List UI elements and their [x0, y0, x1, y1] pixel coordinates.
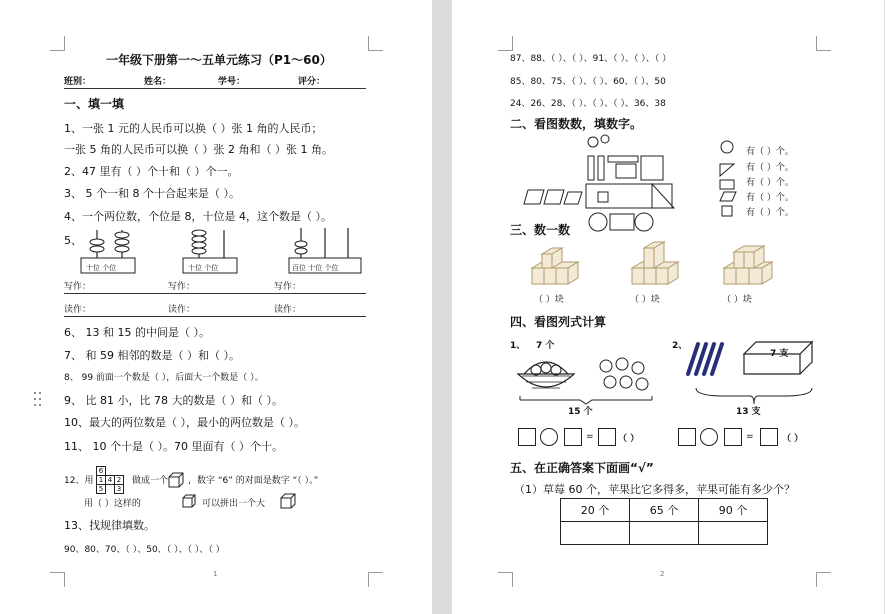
block-stack-2-image	[628, 240, 688, 288]
block-stack-1-image	[528, 244, 588, 288]
question-2: 2、47 里有（ ）个十和（ ）个一。	[64, 165, 239, 178]
basket-and-peaches-image	[516, 352, 656, 404]
crop-mark	[816, 572, 831, 587]
equation-1-box[interactable]	[564, 428, 582, 446]
equation-1-operator[interactable]	[540, 428, 558, 446]
crop-mark	[50, 36, 65, 51]
question-1b: 一张 5 角的人民币可以换（ ）张 2 角和（ ）张 1 角。	[64, 143, 333, 156]
picture-1-total: 15 个	[568, 407, 593, 417]
shape-train-image	[526, 134, 686, 234]
question-3: 3、 5 个一和 8 个十合起来是（ ）。	[64, 187, 240, 200]
question-12-mid: 做成一个	[132, 476, 169, 486]
write-label-2: 写作：	[168, 282, 196, 292]
shape-legend-image	[716, 140, 740, 218]
page-1	[0, 0, 432, 614]
brace-2	[694, 386, 814, 406]
question-4: 4、一个两位数，个位是 8，十位是 4，这个数是（ ）。	[64, 210, 332, 223]
section5-title: 五、在正确答案下面画“√”	[510, 461, 654, 475]
picture-1-label: 1、	[510, 341, 526, 351]
name-field-label: 姓名：	[144, 77, 172, 87]
block-answer-2: （ ）块	[630, 295, 660, 305]
question-11: 11、 10 个十是（ ）。70 里面有（ ）个十。	[64, 440, 283, 453]
equation-1-box[interactable]	[518, 428, 536, 446]
equation-1-answer[interactable]	[598, 428, 616, 446]
net-face: 2	[114, 475, 124, 485]
equation-2-answer[interactable]	[760, 428, 778, 446]
abacus-3-label: 百位 十位 个位	[292, 264, 339, 272]
equation-2-unit: （ ）	[782, 434, 804, 444]
pencils-image	[682, 340, 726, 380]
block-answer-1: （ ）块	[534, 295, 564, 305]
block-stack-3-image	[720, 240, 780, 288]
question-1a: 1、一张 1 元的人民币可以换（ ）张 1 角的人民币；	[64, 122, 323, 135]
cube-net-image	[96, 466, 126, 494]
answer-options-table	[560, 498, 768, 545]
write-label-3: 写作：	[274, 282, 302, 292]
question-10: 10、最大的两位数是（ ），最小的两位数是（ ）。	[64, 416, 305, 429]
score-field-label: 评分：	[298, 77, 326, 87]
option-20: 20 个	[561, 499, 630, 522]
question-6: 6、 13 和 15 的中间是（ ）。	[64, 326, 210, 339]
read-label-1: 读作：	[64, 305, 92, 315]
write-rule	[64, 293, 366, 294]
question-8: 8、 99 前面一个数是（ ），后面大一个数是（ ）。	[64, 373, 264, 383]
option-90-check-cell[interactable]	[699, 522, 768, 545]
page-number: 2	[660, 570, 665, 578]
read-label-3: 读作：	[274, 305, 302, 315]
crop-mark	[50, 572, 65, 587]
net-face: 5	[96, 484, 106, 494]
question-5-label: 5、	[64, 234, 82, 247]
triangle-count: 有（ ）个。	[746, 163, 794, 173]
question-13-sequence: 90、80、70、（ ）、50、（ ）、（ ）、（ ）	[64, 545, 225, 555]
section2-title: 二、看图数数，填数字。	[510, 117, 643, 131]
pencil-box-label: 7 支	[770, 349, 789, 359]
option-90: 90 个	[699, 499, 768, 522]
question-5-1: （1）草莓 60 个，苹果比它多得多，苹果可能有多少个？	[514, 483, 795, 496]
question-12-suffix: ，数字 “6” 的对面是数字 “（ ）。”	[188, 476, 319, 486]
question-12-prefix: 12、用	[64, 476, 94, 486]
read-label-2: 读作：	[168, 305, 196, 315]
question-12b-mid: 可以拼出一个大	[202, 499, 266, 509]
option-65: 65 个	[630, 499, 699, 522]
option-20-check-cell[interactable]	[561, 522, 630, 545]
net-face: 3	[114, 484, 124, 494]
picture-2-total: 13 支	[736, 407, 761, 417]
picture-1-count: 7 个	[536, 341, 555, 351]
parallelogram-count: 有（ ）个。	[746, 193, 794, 203]
net-face: 4	[105, 475, 115, 485]
net-face: 1	[96, 475, 106, 485]
block-answer-3: （ ）块	[722, 295, 752, 305]
net-face: 6	[96, 466, 106, 476]
section4-title: 四、看图列式计算	[510, 315, 607, 329]
page-2	[452, 0, 884, 614]
question-9: 9、 比 81 小，比 78 大的数是（ ）和（ ）。	[64, 394, 283, 407]
circle-count: 有（ ）个。	[746, 147, 794, 157]
crop-mark	[498, 572, 513, 587]
crop-mark	[816, 36, 831, 51]
rectangle-count: 有（ ）个。	[746, 178, 794, 188]
equation-1-unit: （ ）	[618, 434, 640, 444]
equation-2-box[interactable]	[678, 428, 696, 446]
crop-mark	[368, 36, 383, 51]
question-13: 13、找规律填数。	[64, 519, 155, 532]
question-7: 7、 和 59 相邻的数是（ ）和（ ）。	[64, 349, 240, 362]
equation-2-operator[interactable]	[700, 428, 718, 446]
section1-title: 一、填一填	[64, 97, 125, 111]
section3-title: 三、数一数	[510, 223, 571, 237]
number-field-label: 学号：	[218, 77, 246, 87]
large-cube-icon	[280, 493, 296, 509]
read-rule	[64, 316, 366, 317]
equals-sign: =	[586, 432, 594, 442]
crop-mark	[498, 36, 513, 51]
abacus-1-label: 十位 个位	[86, 264, 117, 272]
drag-handle-icon[interactable]	[34, 392, 42, 408]
class-field-label: 班别：	[64, 77, 92, 87]
page-title: 一年级下册第一～五单元练习（P1～60）	[106, 53, 332, 67]
page-number: 1	[213, 570, 218, 578]
sequence-3: 24、26、28、（ ）、（ ）、（ ）、36、38	[510, 99, 666, 109]
sequence-1: 87、88、（ ）、（ ）、91、（ ）、（ ）、（ ）	[510, 54, 672, 64]
question-12b-prefix: 用（ ）这样的	[84, 499, 141, 509]
header-rule	[64, 88, 366, 89]
crop-mark	[368, 572, 383, 587]
small-cube-icon	[168, 472, 184, 488]
equals-sign: =	[746, 432, 754, 442]
abacus-2-label: 十位 个位	[188, 264, 219, 272]
option-65-check-cell[interactable]	[630, 522, 699, 545]
square-count: 有（ ）个。	[746, 208, 794, 218]
picture-2-label: 2、	[672, 341, 688, 351]
small-cube-icon	[182, 494, 196, 508]
sequence-2: 85、80、75、（ ）、（ ）、60、（ ）、50	[510, 77, 666, 87]
equation-2-box[interactable]	[724, 428, 742, 446]
write-label-1: 写作：	[64, 282, 92, 292]
